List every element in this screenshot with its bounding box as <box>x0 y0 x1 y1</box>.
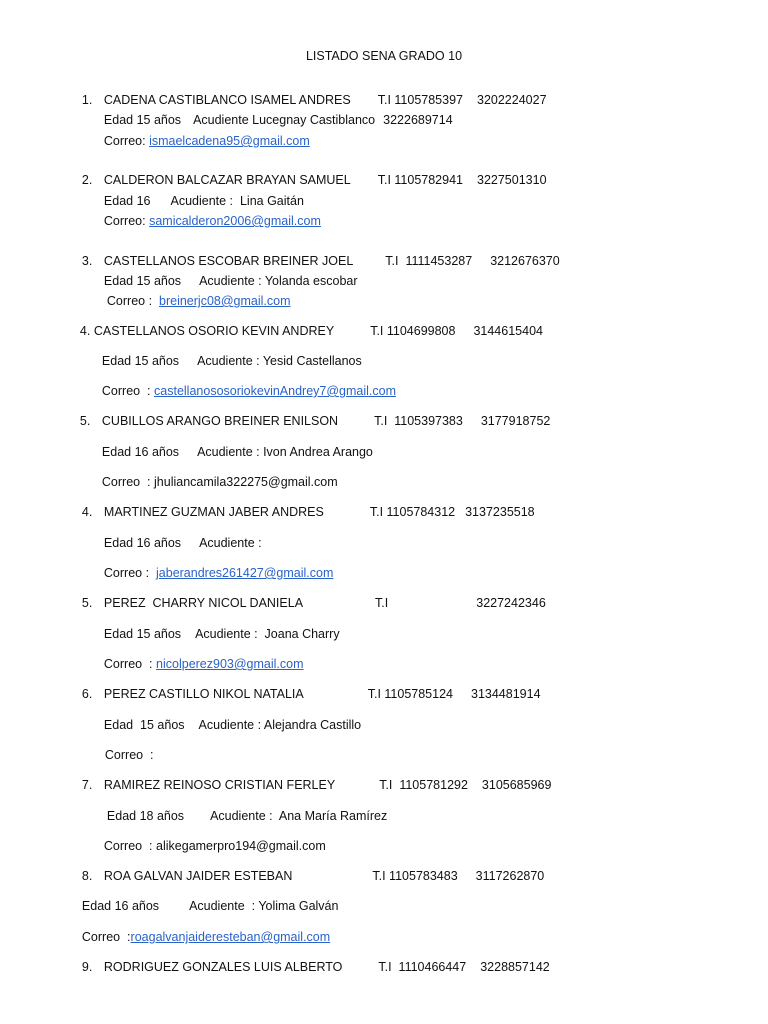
student-5-email-text: jhuliancamila322275@gmail.com <box>154 475 338 489</box>
student-8-name: PEREZ CASTILLO NIKOL NATALIA <box>103 687 304 701</box>
student-2-name: CALDERON BALCAZAR BRAYAN SAMUEL <box>103 173 351 187</box>
student-4-number: 4. <box>79 324 91 338</box>
student-8-number: 6. <box>81 687 93 701</box>
student-4-name: CASTELLANOS OSORIO KEVIN ANDREY <box>93 324 335 338</box>
student-9-guardian: Acudiente : Ana María Ramírez <box>210 809 388 823</box>
student-10-email-link[interactable]: roagalvanjaideresteban@gmail.com <box>130 930 331 944</box>
student-3-age: Edad 15 años <box>103 274 182 288</box>
student-11-name: RODRIGUEZ GONZALES LUIS ALBERTO <box>103 960 343 974</box>
student-6-number: 4. <box>81 505 93 519</box>
student-3-email-label: Correo : <box>106 294 153 308</box>
student-4-email-label: Correo : <box>101 384 151 398</box>
page-title: LISTADO SENA GRADO 10 <box>305 49 463 63</box>
student-6-phone: 3137235518 <box>465 505 535 519</box>
student-6-email-link[interactable]: jaberandres261427@gmail.com <box>156 566 334 580</box>
student-11-phone: 3228857142 <box>480 960 550 974</box>
student-5-guardian: Acudiente : Ivon Andrea Arango <box>197 445 373 459</box>
student-10-ti: T.I 1105783483 <box>372 869 458 883</box>
student-6-name: MARTINEZ GUZMAN JABER ANDRES <box>103 505 324 519</box>
student-1-email-link[interactable]: ismaelcadena95@gmail.com <box>149 134 310 148</box>
student-6-email-label: Correo : <box>103 566 150 580</box>
student-4-ti: T.I 1104699808 <box>370 324 456 338</box>
student-1-guardian-phone: 3222689714 <box>383 113 453 127</box>
student-3-number: 3. <box>81 254 93 268</box>
student-2-email-link[interactable]: samicalderon2006@gmail.com <box>149 214 321 228</box>
student-5-ti: T.I 1105397383 <box>374 414 463 428</box>
student-4-phone: 3144615404 <box>473 324 543 338</box>
student-9-phone: 3105685969 <box>481 778 552 792</box>
student-10-phone: 3117262870 <box>475 869 545 883</box>
student-5-number: 5. <box>79 414 91 428</box>
student-8-guardian: Acudiente : Alejandra Castillo <box>198 718 362 732</box>
student-1-number: 1. <box>81 93 93 107</box>
student-2-number: 2. <box>81 173 93 187</box>
student-8-email-label: Correo : <box>104 748 154 762</box>
student-7-name: PEREZ CHARRY NICOL DANIELA <box>103 596 304 610</box>
student-3-email-link[interactable]: breinerjc08@gmail.com <box>159 294 291 308</box>
student-6-ti: T.I 1105784312 <box>369 505 456 519</box>
student-5-phone: 3177918752 <box>480 414 551 428</box>
student-7-email-label: Correo : <box>103 657 153 671</box>
student-1-age: Edad 15 años <box>103 113 182 127</box>
student-3-ti: T.I 1111453287 <box>385 254 473 268</box>
student-2-guardian: Acudiente : Lina Gaitán <box>170 194 304 208</box>
student-1-name: CADENA CASTIBLANCO ISAMEL ANDRES <box>103 93 351 107</box>
student-3-name: CASTELLANOS ESCOBAR BREINER JOEL <box>103 254 354 268</box>
student-6-age: Edad 16 años <box>103 536 182 550</box>
student-3-guardian: Acudiente : Yolanda escobar <box>199 274 358 288</box>
student-7-ti: T.I <box>375 596 389 610</box>
student-1-guardian: Acudiente Lucegnay Castiblanco <box>193 113 376 127</box>
student-2-age: Edad 16 <box>103 194 151 208</box>
student-6-guardian: Acudiente : <box>199 536 262 550</box>
student-5-email-label: Correo : <box>101 475 151 489</box>
student-10-email-label: Correo : <box>81 930 131 944</box>
student-11-header-row <box>68 943 550 991</box>
student-7-guardian: Acudiente : Joana Charry <box>195 627 340 641</box>
student-10-guardian: Acudiente : Yolima Galván <box>189 899 339 913</box>
student-9-email-label: Correo : <box>103 839 153 853</box>
student-7-phone: 3227242346 <box>476 596 546 610</box>
student-11-number: 9. <box>81 960 93 974</box>
student-4-email-link[interactable]: castellanososoriokevinAndrey7@gmail.com <box>154 384 396 398</box>
student-10-name: ROA GALVAN JAIDER ESTEBAN <box>103 869 293 883</box>
student-7-email-link[interactable]: nicolperez903@gmail.com <box>156 657 304 671</box>
student-9-number: 7. <box>81 778 93 792</box>
student-4-age: Edad 15 años <box>101 354 180 368</box>
student-5-age: Edad 16 años <box>101 445 180 459</box>
student-10-age: Edad 16 años <box>81 899 160 913</box>
student-9-ti: T.I 1105781292 <box>379 778 468 792</box>
student-9-email-text: alikegamerpro194@gmail.com <box>156 839 326 853</box>
student-1-email-label: Correo: <box>103 134 146 148</box>
student-5-name: CUBILLOS ARANGO BREINER ENILSON <box>101 414 339 428</box>
student-4-guardian: Acudiente : Yesid Castellanos <box>197 354 362 368</box>
student-8-phone: 3134481914 <box>471 687 541 701</box>
student-1-phone: 3202224027 <box>477 93 547 107</box>
student-2-email-label: Correo: <box>103 214 146 228</box>
student-11-ti: T.I 1110466447 <box>378 960 467 974</box>
student-2-phone: 3227501310 <box>477 173 547 187</box>
student-9-name: RAMIREZ REINOSO CRISTIAN FERLEY <box>103 778 336 792</box>
student-10-number: 8. <box>81 869 93 883</box>
student-8-age: Edad 15 años <box>103 718 185 732</box>
student-7-age: Edad 15 años <box>103 627 182 641</box>
student-7-number: 5. <box>81 596 93 610</box>
student-8-ti: T.I 1105785124 <box>367 687 453 701</box>
student-2-ti: T.I 1105782941 <box>377 173 463 187</box>
student-9-age: Edad 18 años <box>106 809 185 823</box>
student-3-phone: 3212676370 <box>490 254 560 268</box>
student-1-ti: T.I 1105785397 <box>377 93 463 107</box>
